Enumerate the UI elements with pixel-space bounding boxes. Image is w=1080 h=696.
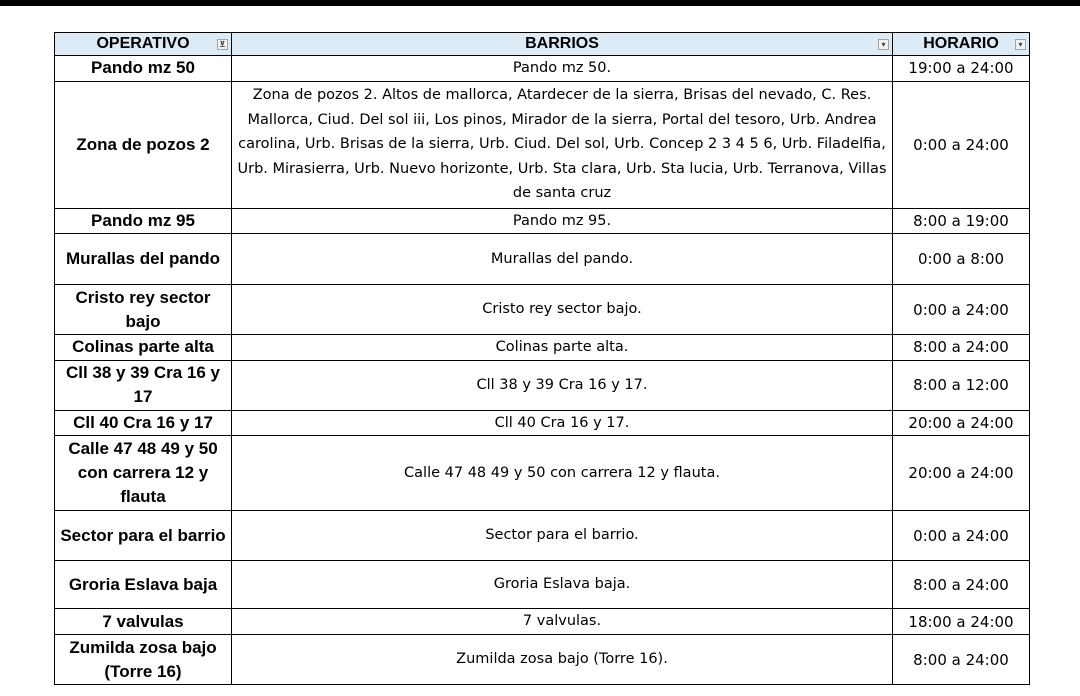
horario-cell: 8:00 a 12:00 [893,360,1030,410]
table-row [55,208,1030,234]
column-header-horario-label: HORARIO [923,35,999,52]
column-header-operativo [55,33,232,56]
operativo-cell: Pando mz 50 [55,56,232,82]
operativo-cell: Calle 47 48 49 y 50 con carrera 12 y flauta [55,436,232,511]
column-header-operativo-label: OPERATIVO [96,35,190,52]
column-header-barrios [232,33,893,56]
horario-cell: 8:00 a 24:00 [893,335,1030,361]
column-header-barrios-label: BARRIOS [525,35,599,52]
barrios-cell: Pando mz 95. [232,208,893,234]
horario-cell: 20:00 a 24:00 [893,410,1030,436]
barrios-cell: Zona de pozos 2. Altos de mallorca, Atardecer de la sierra, Brisas del nevado, C. Res. Mallorca, Ciud. Del sol iii, Los pinos, Mirador de la sierra, Portal del tesoro, Urb. Andrea carolina, Urb. Brisas de la sierra, Urb. Ciud. Del sol, Urb. Concep 2 3 4 5 6, Urb. Filadelfia, Urb. Mirasierra, Urb. Nuevo horizonte, Urb. Sta clara, Urb. Sta lucia, Urb. Terranova, Villas de santa cruz [232,81,893,208]
table-row [55,561,1030,609]
schedule-table [54,32,1030,685]
horario-cell: 19:00 a 24:00 [893,56,1030,82]
barrios-cell: Zumilda zosa bajo (Torre 16). [232,635,893,685]
operativo-cell: Colinas parte alta [55,335,232,361]
table-row [55,285,1030,335]
barrios-cell: Groria Eslava baja. [232,561,893,609]
operativo-cell: Sector para el barrio [55,511,232,561]
operativo-cell: Zona de pozos 2 [55,81,232,208]
horario-cell: 20:00 a 24:00 [893,436,1030,511]
barrios-cell: Colinas parte alta. [232,335,893,361]
operativo-cell: Murallas del pando [55,234,232,285]
horario-cell: 8:00 a 19:00 [893,208,1030,234]
header-row [55,33,1030,56]
operativo-cell: Groria Eslava baja [55,561,232,609]
horario-cell: 0:00 a 24:00 [893,285,1030,335]
barrios-cell: Sector para el barrio. [232,511,893,561]
table-row [55,360,1030,410]
table-row [55,511,1030,561]
barrios-cell: Cll 38 y 39 Cra 16 y 17. [232,360,893,410]
barrios-cell: 7 valvulas. [232,609,893,635]
table-row [55,234,1030,285]
horario-cell: 0:00 a 24:00 [893,81,1030,208]
horario-cell: 18:00 a 24:00 [893,609,1030,635]
horario-cell: 0:00 a 24:00 [893,511,1030,561]
operativo-cell: 7 valvulas [55,609,232,635]
horario-cell: 8:00 a 24:00 [893,561,1030,609]
barrios-cell: Cll 40 Cra 16 y 17. [232,410,893,436]
operativo-cell: Cll 40 Cra 16 y 17 [55,410,232,436]
table-row [55,56,1030,82]
barrios-cell: Pando mz 50. [232,56,893,82]
filter-dropdown-icon[interactable]: ▾ [878,39,889,50]
filter-dropdown-icon[interactable]: ▾ [1015,39,1026,50]
filter-active-icon[interactable]: ⊻ [217,39,228,50]
horario-cell: 0:00 a 8:00 [893,234,1030,285]
table-row [55,81,1030,208]
table-row [55,609,1030,635]
table-row [55,436,1030,511]
barrios-cell: Calle 47 48 49 y 50 con carrera 12 y flauta. [232,436,893,511]
horario-cell: 8:00 a 24:00 [893,635,1030,685]
table-row [55,410,1030,436]
operativo-cell: Cll 38 y 39 Cra 16 y 17 [55,360,232,410]
column-header-horario [893,33,1030,56]
barrios-cell: Murallas del pando. [232,234,893,285]
table-row [55,335,1030,361]
barrios-cell: Cristo rey sector bajo. [232,285,893,335]
table-row [55,635,1030,685]
operativo-cell: Pando mz 95 [55,208,232,234]
operativo-cell: Cristo rey sector bajo [55,285,232,335]
operativo-cell: Zumilda zosa bajo (Torre 16) [55,635,232,685]
top-border-bar [0,0,1080,6]
